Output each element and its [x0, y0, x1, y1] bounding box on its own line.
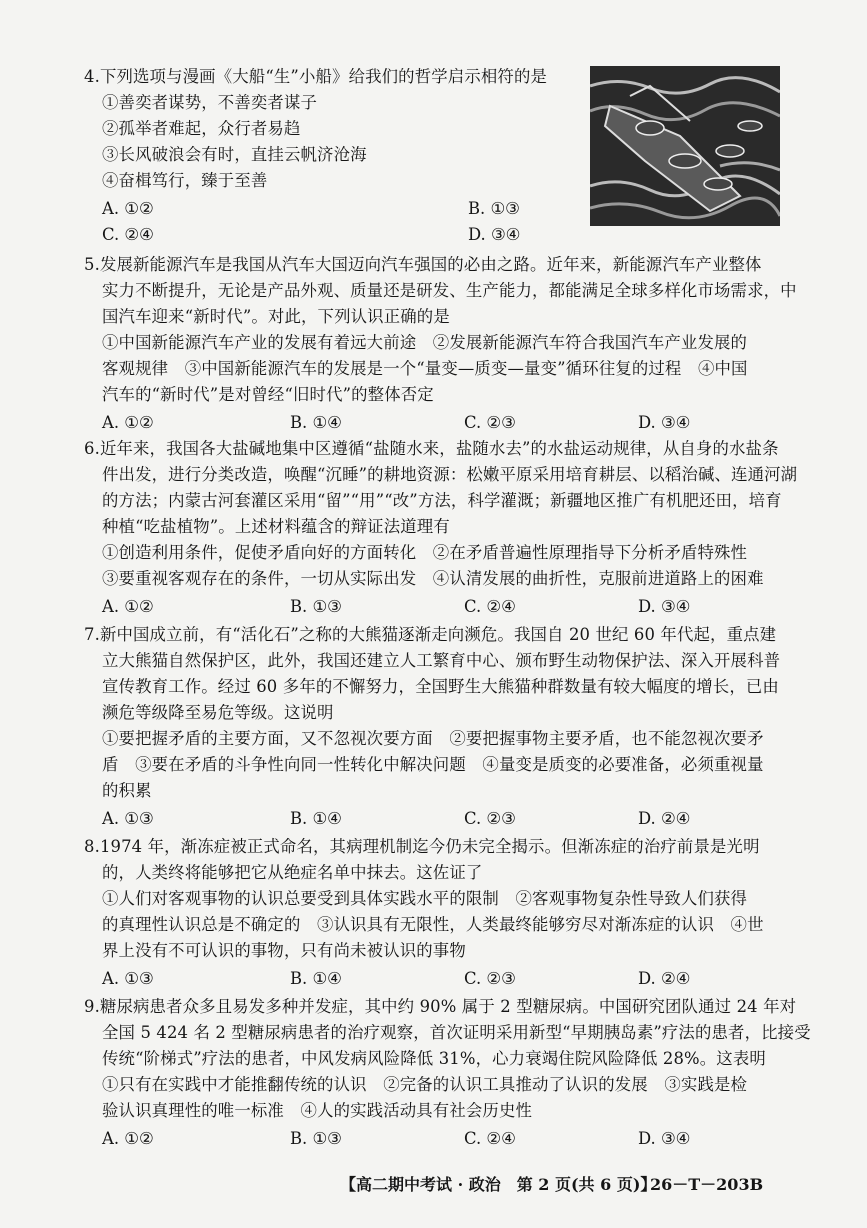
q8-option-d: D. ②④ [638, 969, 691, 988]
q6-line-1: 6.近年来，我国各大盐碱地集中区遵循“盐随水来，盐随水去”的水盐运动规律，从自身的水盐条 [84, 439, 779, 458]
q6-line-4: 种植“吃盐植物”。上述材料蕴含的辩证法道理有 [102, 517, 450, 536]
q7-option-d: D. ②④ [638, 809, 691, 828]
q9-option-c: C. ②④ [464, 1129, 516, 1148]
q8-line-2: 的，人类终将能够把它从绝症名单中抹去。这佐证了 [102, 863, 483, 882]
q5-option-c: C. ②③ [464, 413, 516, 432]
q6-option-a: A. ①② [102, 597, 154, 616]
q5-option-b: B. ①④ [290, 413, 342, 432]
q9-line-2: 全国 5 424 名 2 型糖尿病患者的治疗观察，首次证明采用新型“早期胰岛素”疗法的患者，比接受 [102, 1023, 811, 1042]
q5-line-5: 客观规律 ③中国新能源汽车的发展是一个“量变—质变—量变”循环往复的过程 ④中国 [102, 359, 748, 378]
cartoon-image [590, 66, 780, 226]
q7-line-7: 的积累 [102, 781, 152, 800]
q8-line-1: 8.1974 年，渐冻症被正式命名，其病理机制迄今仍未完全揭示。但渐冻症的治疗前景是光明 [84, 837, 760, 856]
q9-line-3: 传统“阶梯式”疗法的患者，中风发病风险降低 31%，心力衰竭住院风险降低 28%。这表明 [102, 1049, 766, 1068]
q4-item-4: ④奋楫笃行，臻于至善 [102, 171, 268, 190]
q5-line-1: 5.发展新能源汽车是我国从汽车大国迈向汽车强国的必由之路。近年来，新能源汽车产业整体 [84, 255, 762, 274]
q4-option-c: C. ②④ [102, 225, 154, 244]
q6-option-d: D. ③④ [638, 597, 691, 616]
q9-line-5: 验认识真理性的唯一标准 ④人的实践活动具有社会历史性 [102, 1101, 533, 1120]
q5-line-6: 汽车的“新时代”是对曾经“旧时代”的整体否定 [102, 385, 434, 404]
q7-line-1: 7.新中国成立前，有“活化石”之称的大熊猫逐渐走向濒危。我国自 20 世纪 60 年代起，重点建 [84, 625, 777, 644]
q9-option-a: A. ①② [102, 1129, 154, 1148]
cartoon-boats-illustration [590, 66, 780, 226]
q7-option-b: B. ①④ [290, 809, 342, 828]
q5-line-4: ①中国新能源汽车产业的发展有着远大前途 ②发展新能源汽车符合我国汽车产业发展的 [102, 333, 748, 352]
q4-option-b: B. ①③ [468, 199, 520, 218]
q4-item-1: ①善奕者谋势，不善奕者谋子 [102, 93, 318, 112]
q7-option-c: C. ②③ [464, 809, 516, 828]
q6-line-5: ①创造利用条件，促使矛盾向好的方面转化 ②在矛盾普遍性原理指导下分析矛盾特殊性 [102, 543, 748, 562]
q6-line-3: 的方法；内蒙古河套灌区采用“留”“用”“改”方法，科学灌溉；新疆地区推广有机肥还田，培育 [102, 491, 782, 510]
page-footer-label: 【高二期中考试 · 政治 第 2 页(共 6 页)】 [340, 1175, 657, 1194]
q8-line-4: 的真理性认识总是不确定的 ③认识具有无限性，人类最终能够穷尽对渐冻症的认识 ④世 [102, 915, 764, 934]
q8-line-5: 界上没有不可认识的事物，只有尚未被认识的事物 [102, 941, 466, 960]
q7-line-6: 盾 ③要在矛盾的斗争性向同一性转化中解决问题 ④量变是质变的必要准备，必须重视量 [102, 755, 764, 774]
page-footer-code: 26－T－203B [650, 1175, 764, 1194]
q9-option-d: D. ③④ [638, 1129, 691, 1148]
q7-line-3: 宣传教育工作。经过 60 多年的不懈努力，全国野生大熊猫种群数量有较大幅度的增长，已由 [102, 677, 779, 696]
q4-item-2: ②孤举者难起，众行者易趋 [102, 119, 301, 138]
q4-option-d: D. ③④ [468, 225, 521, 244]
q7-line-5: ①要把握矛盾的主要方面，又不忽视次要方面 ②要把握事物主要矛盾，也不能忽视次要矛 [102, 729, 764, 748]
q4-item-3: ③长风破浪会有时，直挂云帆济沧海 [102, 145, 367, 164]
q4-option-a: A. ①② [102, 199, 154, 218]
q5-line-3: 国汽车迎来“新时代”。对此，下列认识正确的是 [102, 307, 450, 326]
q8-option-b: B. ①④ [290, 969, 342, 988]
q5-option-d: D. ③④ [638, 413, 691, 432]
q6-option-c: C. ②④ [464, 597, 516, 616]
q5-line-2: 实力不断提升，无论是产品外观、质量还是研发、生产能力，都能满足全球多样化市场需求，中 [102, 281, 797, 300]
q7-option-a: A. ①③ [102, 809, 154, 828]
q4-stem: 4.下列选项与漫画《大船“生”小船》给我们的哲学启示相符的是 [84, 67, 548, 86]
q9-line-1: 9.糖尿病患者众多且易发多种并发症，其中约 90% 属于 2 型糖尿病。中国研究团队通过 24 年对 [84, 997, 797, 1016]
q7-line-4: 濒危等级降至易危等级。这说明 [102, 703, 334, 722]
q8-option-c: C. ②③ [464, 969, 516, 988]
q6-line-6: ③要重视客观存在的条件，一切从实际出发 ④认清发展的曲折性，克服前进道路上的困难 [102, 569, 764, 588]
q6-line-2: 件出发，进行分类改造，唤醒“沉睡”的耕地资源：松嫩平原采用培育耕层、以稻治碱、连通河湖 [102, 465, 798, 484]
q5-option-a: A. ①② [102, 413, 154, 432]
q6-option-b: B. ①③ [290, 597, 342, 616]
q9-option-b: B. ①③ [290, 1129, 342, 1148]
q8-line-3: ①人们对客观事物的认识总要受到具体实践水平的限制 ②客观事物复杂性导致人们获得 [102, 889, 748, 908]
q8-option-a: A. ①③ [102, 969, 154, 988]
q9-line-4: ①只有在实践中才能推翻传统的认识 ②完备的认识工具推动了认识的发展 ③实践是检 [102, 1075, 748, 1094]
q7-line-2: 立大熊猫自然保护区，此外，我国还建立人工繁育中心、颁布野生动物保护法、深入开展科普 [102, 651, 781, 670]
